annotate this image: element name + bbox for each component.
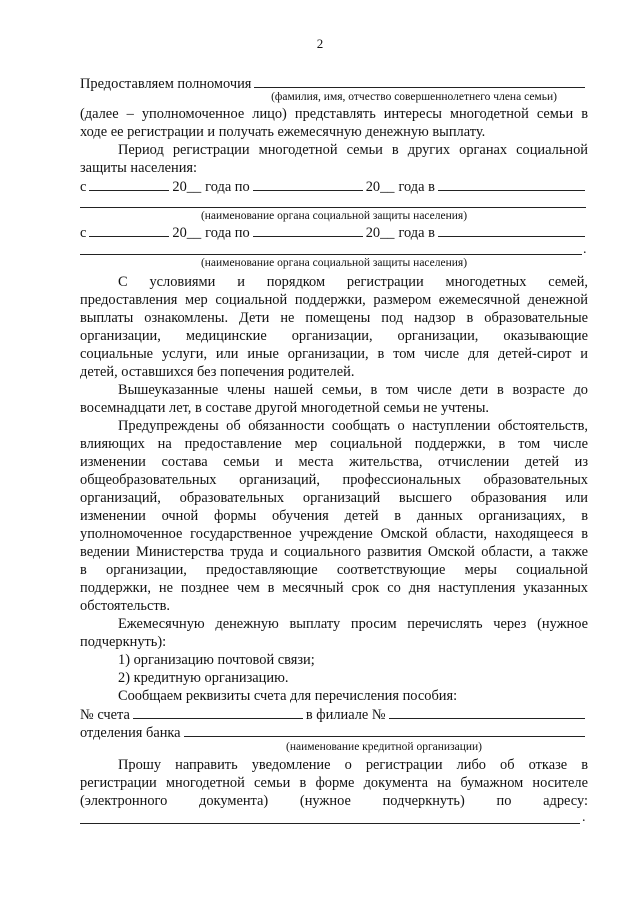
branch-number-field[interactable]: [389, 706, 585, 719]
from-date-field-2[interactable]: [89, 224, 169, 237]
address-field[interactable]: [80, 823, 580, 824]
authority-label: Предоставляем полномочия: [80, 76, 252, 92]
authority-name-line-2[interactable]: [80, 254, 582, 255]
to-label: года по: [205, 179, 250, 195]
from-label: с: [80, 225, 87, 241]
account-label: № счета: [80, 707, 130, 723]
to-date-field-1[interactable]: [253, 178, 363, 191]
children-line: восемнадцати лет, в составе другой многодетной семьи не учтены.: [80, 400, 490, 416]
period-line1: Период регистрации многодетной семьи в других органах социальной: [118, 142, 588, 158]
address-end-dot: .: [582, 810, 586, 825]
to-label: года по: [205, 225, 250, 241]
in-label: года в: [398, 225, 435, 241]
year-label: 20__: [365, 179, 395, 195]
bank-label: отделения банка: [80, 725, 181, 741]
account-row: [80, 706, 588, 723]
period-row-1: [80, 178, 588, 195]
period-caption-2: (наименование органа социальной защиты населения): [200, 257, 468, 269]
bank-row: [80, 724, 588, 741]
period-line2: защиты населения:: [80, 160, 198, 176]
from-label: с: [80, 179, 87, 195]
payment-line1: Ежемесячную денежную выплату просим перечислять через (нужное: [118, 616, 588, 632]
conditions-line: социальные услуги, или иные организации, в том числе для детей-сирот и: [80, 346, 588, 362]
notify-line: регистрации многодетной семьи в форме документа на бумажном носителе: [80, 775, 588, 791]
account-intro: Сообщаем реквизиты счета для перечисления пособия:: [118, 688, 458, 704]
warned-line: поддержки, не позднее чем в месячный срок со дня наступления указанных: [80, 580, 588, 596]
payment-option-post[interactable]: 1) организацию почтовой связи;: [118, 652, 315, 668]
authority-line1: (далее – уполномоченное лицо) представлять интересы многодетной семьи в: [80, 106, 588, 122]
year-label: 20__: [172, 225, 202, 241]
warned-line: уполномоченное государственное учреждение Омской области, находящееся в: [80, 526, 588, 542]
authority-row: [80, 75, 588, 92]
authority-name-line-1[interactable]: [80, 207, 586, 208]
authority-field-2[interactable]: [438, 224, 585, 237]
conditions-line: выплаты ознакомлены. Дети не помещены под надзор в образовательные: [80, 310, 588, 326]
conditions-line: организации, медицинские организации, организации, оказывающие: [80, 328, 588, 344]
period-end-dot: .: [583, 242, 587, 257]
branch-label: в филиале №: [305, 707, 386, 723]
warned-line: изменении состава семьи и места жительства, отчислении детей из: [80, 454, 588, 470]
authority-field-1[interactable]: [438, 178, 585, 191]
bank-caption: (наименование кредитной организации): [285, 741, 483, 753]
payment-line2: подчеркнуть):: [80, 634, 167, 650]
warned-line: в организации, предоставляющие соответствующие меры социальной: [80, 562, 588, 578]
period-row-2: [80, 224, 588, 241]
warned-line: влияющих на предоставление мер социальной поддержки, в том числе: [80, 436, 588, 452]
conditions-line: детей, оставшихся без попечения родителей.: [80, 364, 355, 380]
conditions-line: С условиями и порядком регистрации многодетных семей,: [118, 274, 588, 290]
from-date-field-1[interactable]: [89, 178, 169, 191]
authority-caption: (фамилия, имя, отчество совершеннолетнего члена семьи): [271, 91, 557, 103]
conditions-line: предоставления мер социальной поддержки, размером ежемесячной денежной: [80, 292, 588, 308]
authority-line2: ходе ее регистрации и получать ежемесячную денежную выплату.: [80, 124, 486, 140]
warned-line: обстоятельств.: [80, 598, 171, 614]
children-line: Вышеуказанные члены нашей семьи, в том числе дети в возрасте до: [118, 382, 588, 398]
warned-line: общеобразовательных организаций, профессиональных образовательных: [80, 472, 588, 488]
account-number-field[interactable]: [133, 706, 303, 719]
year-label: 20__: [172, 179, 202, 195]
authority-name-field[interactable]: [254, 75, 585, 88]
warned-line: Предупреждены об обязанности сообщать о наступлении обстоятельств,: [118, 418, 588, 434]
to-date-field-2[interactable]: [253, 224, 363, 237]
warned-line: организаций, образовательных организаций высшего образования или: [80, 490, 588, 506]
period-caption-1: (наименование органа социальной защиты населения): [200, 210, 468, 222]
payment-option-credit[interactable]: 2) кредитную организацию.: [118, 670, 289, 686]
in-label: года в: [398, 179, 435, 195]
warned-line: ведении Министерства труда и социального развития Омской области, а также: [80, 544, 588, 560]
year-label: 20__: [365, 225, 395, 241]
notify-line: Прошу направить уведомление о регистрации либо об отказе в: [118, 757, 588, 773]
notify-line: (электронного документа) (нужное подчеркнуть) по адресу:: [80, 793, 588, 809]
page-number: 2: [316, 36, 324, 51]
bank-name-field[interactable]: [184, 724, 585, 737]
warned-line: изменении очной формы обучения детей в данных организациях, в: [80, 508, 588, 524]
